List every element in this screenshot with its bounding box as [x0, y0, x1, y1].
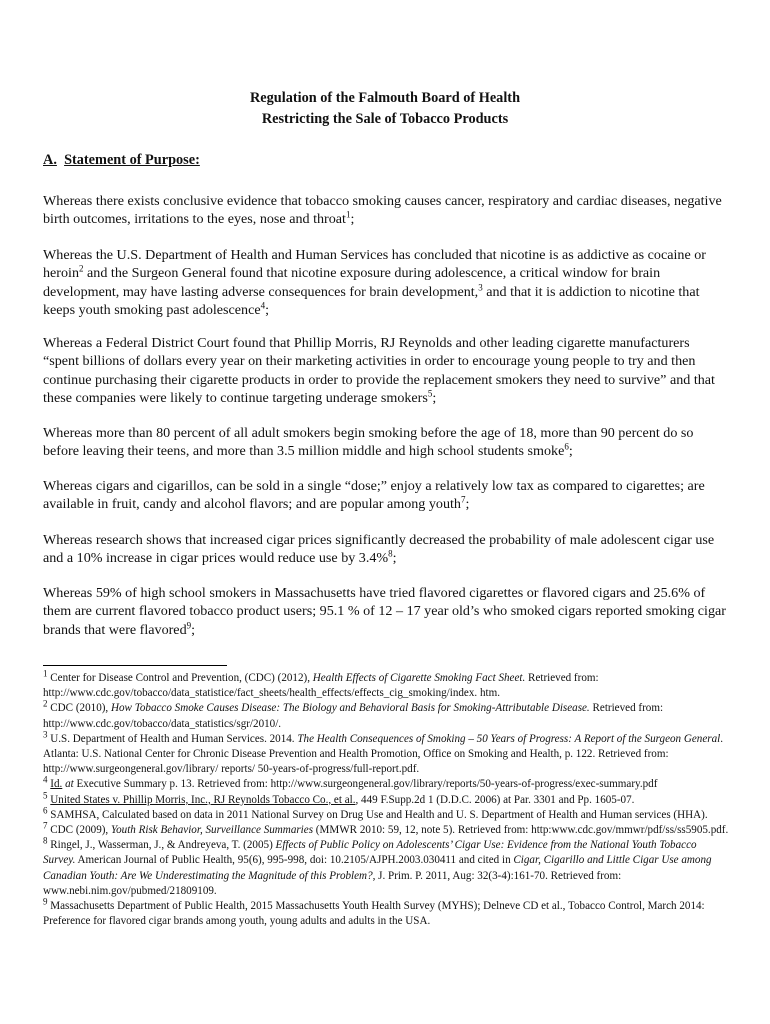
footnote-ref[interactable]: 7	[460, 494, 466, 505]
whereas-paragraph: Whereas 59% of high school smokers in Massachusetts have tried flavored cigarettes or flavored cigars and 25.6% of them are current flavored tobacco product users; 95.1 % of 12 – 17 year old’s who smoked cigars reported smoking cigar brands that were flavored$^9$;	[43, 585, 726, 638]
whereas-paragraph: Whereas research shows that increased cigar prices significantly decreased the probability of male adolescent cigar use and a 10% increase in cigar prices would reduce use by 3.4%$^8$;	[43, 532, 715, 567]
document-subtitle: Restricting the Sale of Tobacco Products	[261, 111, 509, 127]
section-letter: A.	[43, 152, 57, 168]
footnote-ref[interactable]: 5	[427, 388, 433, 399]
footnote-ref[interactable]: 2	[79, 263, 84, 274]
section-title: Statement of Purpose:	[64, 152, 200, 168]
footnote-ref[interactable]: 3	[478, 282, 483, 293]
whereas-paragraph: Whereas there exists conclusive evidence that tobacco smoking causes cancer, respiratory and cardiac diseases, negative birth outcomes, irritations to the eyes, nose and throat$^1$;	[43, 193, 722, 228]
footnote: $^5$ United States v. Phillip Morris, Inc., RJ Reynolds Tobacco Co., et al., 449 F.Supp.2d 1 (D.D.C. 2006) at Par. 3301 and Pp. 1605-07.	[43, 789, 635, 806]
footnote-ref[interactable]: 8	[388, 548, 393, 559]
footnote-ref[interactable]: 6	[564, 441, 569, 452]
document-title: Regulation of the Falmouth Board of Health	[249, 90, 521, 106]
footnote: $^3$ U.S. Department of Health and Human Services. 2014. The Health Consequences of Smoking – 50 Years of Progress: A Report of the Surgeon General. Atlanta: U.S. National Center for Chronic Disease Prevention and Health Promotion, Office on Smoking and Health, p. 122. Retrieved from: http://www.surgeongeneral.gov/library/ reports/ 50-years-of-progress/full-report.pdf.	[43, 729, 724, 776]
footnote-divider	[43, 665, 227, 666]
footnote: $^9$ Massachusetts Department of Public Health, 2015 Massachusetts Youth Health Survey (MYHS); Delneve CD et al., Tobacco Control, March 2014: Preference for flavored cigar brands among youth, young adults and adults in the USA.	[43, 896, 705, 928]
footnote-ref[interactable]: 1	[345, 209, 351, 220]
whereas-paragraph: Whereas a Federal District Court found that Phillip Morris, RJ Reynolds and other leading cigarette manufacturers “spent billions of dollars every year on their marketing activities in order to encourage young people to try and then continue purchasing their cigarette products in order to provide the replacement smokers they need to survive” and that these companies were likely to continue targeting underage smokers$^5$;	[43, 335, 715, 407]
footnote: $^2$ CDC (2010), How Tobacco Smoke Causes Disease: The Biology and Behavioral Basis for Smoking-Attributable Disease. Retrieved from: http://www.cdc.gov/tobacco/data_statistics/sgr/2010/.	[43, 698, 664, 730]
footnote: $^1$ Center for Disease Control and Prevention, (CDC) (2012), Health Effects of Cigarette Smoking Fact Sheet. Retrieved from: http://www.cdc.gov/tobacco/data_statistice/fact_sheets/health_effects/effects_cig_smoking/index. htm.	[43, 668, 599, 700]
footnote: $^4$ Id. at Executive Summary p. 13. Retrieved from: http://www.surgeongeneral.gov/library/reports/50-years-of-progress/exec-summary.pdf	[43, 774, 658, 791]
section-heading	[43, 151, 200, 169]
footnote: $^7$ CDC (2009), Youth Risk Behavior, Surveillance Summaries (MMWR 2010: 59, 12, note 5). Retrieved from: http:www.cdc.gov/mmwr/pdf/ss/ss5905.pdf.	[43, 820, 729, 837]
footnote-ref[interactable]: 4	[260, 300, 266, 311]
whereas-paragraph: Whereas cigars and cigarillos, can be sold in a single “dose;” enjoy a relatively low tax as compared to cigarettes; are available in fruit, candy and alcohol flavors; and are popular among youth$^7$;	[43, 478, 705, 513]
footnotes	[43, 668, 731, 929]
whereas-paragraph: Whereas more than 80 percent of all adult smokers begin smoking before the age of 18, more than 90 percent do so before leaving their teens, and more than 3.5 million middle and high school students smoke$^6$;	[43, 425, 694, 460]
whereas-paragraph: Whereas the U.S. Department of Health and Human Services has concluded that nicotine is as addictive as cocaine or heroin$^2$ and the Surgeon General found that nicotine exposure during adolescence, a critical window for brain development, may have lasting adverse consequences for brain development,$^3$ and that it is addiction to nicotine that keeps youth smoking past adolescence$^4$;	[43, 247, 706, 319]
footnote: $^6$ SAMHSA, Calculated based on data in 2011 National Survey on Drug Use and Health and U. S. Department of Health and Human services (HHA).	[43, 805, 708, 821]
footnote-ref[interactable]: 9	[186, 620, 192, 631]
footnote: $^8$ Ringel, J., Wasserman, J., & Andreyeva, T. (2005) Effects of Public Policy on Adolescents’ Cigar Use: Evidence from the National Youth Tobacco Survey. American Journal of Public Health, 95(6), 995-998, doi: 10.2105/AJPH.2003.030411 and cited in Cigar, Cigarillo and Little Cigar Use among Canadian Youth: Are We Underestimating the Magnitude of this Problem?, J. Prim. P. 2011, Aug: 32(3-4):161-70. Retrieved from: www.nebi.nim.gov/pubmed/21809109.	[43, 835, 712, 897]
